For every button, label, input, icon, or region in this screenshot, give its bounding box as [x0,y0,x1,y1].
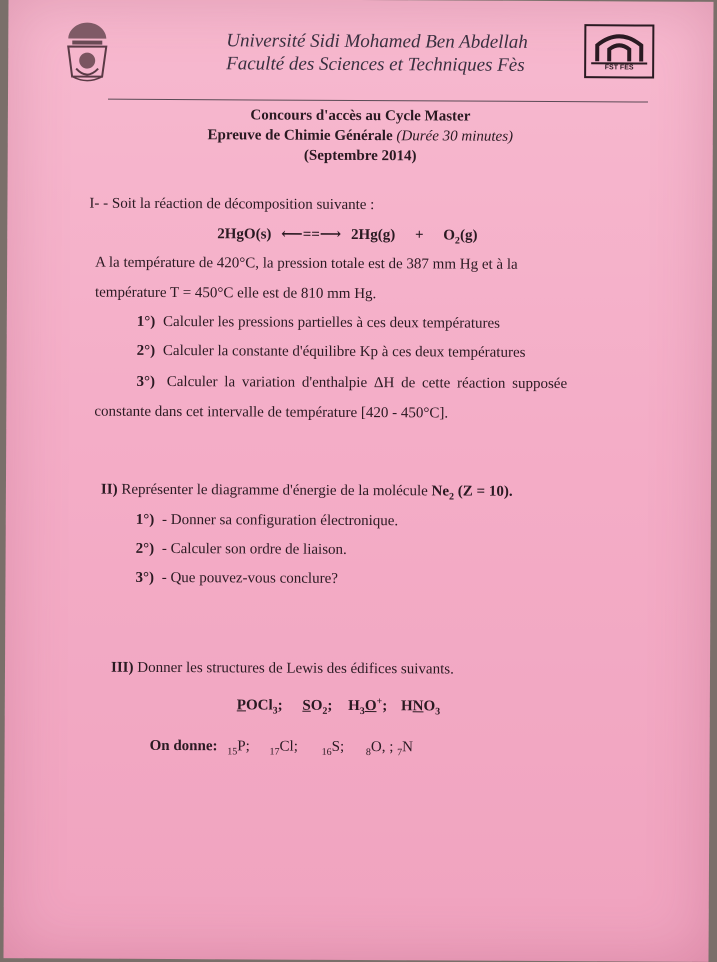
fst-logo-text: FST FES [583,64,655,71]
exam-title: Concours d'accès au Cycle Master [8,106,713,127]
part3-heading [111,658,454,680]
given-n [397,739,413,755]
molecule-z: (Z = 10). [458,484,513,500]
part1-text-line2: température T = 450°C elle est de 810 mm Hg. [95,283,376,304]
faculty-name: Faculté des Sciences et Techniques Fès [226,52,528,77]
part2-question-1 [136,510,399,531]
part2-q3-text: - Que pouvez-vous conclure? [162,570,338,587]
part1-q1-text: Calculer les pressions partielles à ces deux températures [163,314,500,332]
species-h3o [348,698,387,714]
equation-reactant: 2HgO(s) [217,226,271,242]
part1-q3-text: Calculer la variation d'enthalpie ΔH de cette réaction supposée [167,374,567,392]
cl-symbol: Cl; [280,739,298,755]
o-atomic-number: 8 [366,747,371,758]
n-symbol: N [402,739,413,755]
part1-question-3 [136,372,630,395]
h3o-sep: ; [382,698,387,714]
so2-sep: ; [327,698,332,714]
part1-equation [217,224,477,246]
part2-question-3 [135,568,338,589]
o2-state: (g) [460,228,478,244]
part3-number: III) [111,660,134,676]
s-symbol: S; [332,739,345,755]
o2-sub: 2 [455,236,460,247]
hno3-h: H [401,698,413,714]
equation-plus: + [415,227,424,243]
species-hno3 [401,698,440,714]
part1-q2-number: 2°) [137,343,156,359]
h3o-charge: + [377,696,383,707]
o-symbol: O, ; [371,739,394,755]
exam-subtitle: Epreuve de Chimie Générale [207,127,392,144]
given-p [227,738,250,754]
given-data [150,736,414,763]
pocl3-sep: ; [278,698,283,714]
equation-product-o2 [443,227,477,243]
part2-q1-text: - Donner sa configuration électronique. [162,512,398,529]
hno3-rest: O [423,698,435,714]
part2-heading-text: Représenter le diagramme d'énergie de la molécule [121,482,428,500]
part2-molecule [432,483,513,499]
so2-sub: 2 [322,706,327,717]
p-atomic-number: 15 [227,746,237,757]
part1-heading [89,194,374,215]
exam-paper [3,0,713,962]
species-so2 [302,698,332,714]
exam-subtitle-line [8,126,713,147]
o2-base: O [443,227,455,243]
part2-heading [101,480,513,508]
so2-center: S [302,698,310,714]
header-divider [108,99,648,103]
given-label: On donne [150,738,213,754]
part1-heading-text: I- - Soit la réaction de décomposition suivante : [89,196,374,213]
h3o-sub: 3 [360,706,365,717]
part2-q3-number: 3°) [135,570,154,586]
part2-q2-text: - Calculer son ordre de liaison. [162,541,347,558]
part1-text-line1: A la température de 420°C, la pression totale est de 387 mm Hg et à la [95,253,635,276]
hno3-center: N [413,698,424,714]
exam-duration: (Durée 30 minutes) [396,128,513,145]
species-pocl3 [237,697,283,713]
part1-q3-continuation: constante dans cet intervalle de température [420 - 450°C]. [94,402,448,424]
part1-question-2 [137,341,526,363]
molecule-base: Ne [432,483,450,499]
given-s [322,739,345,755]
pocl3-sub: 3 [273,706,278,717]
molecule-sub: 2 [449,491,454,502]
n-atomic-number: 7 [397,747,402,758]
part2-question-2 [136,539,347,560]
part1-question-1 [137,312,500,334]
h3o-h: H [348,698,360,714]
given-colon: : [213,738,218,754]
exam-date: (Septembre 2014) [8,146,713,167]
s-atomic-number: 16 [322,747,332,758]
cl-atomic-number: 17 [270,747,280,758]
pocl3-rest: OCl [246,697,273,713]
university-crest-icon [58,18,116,84]
equilibrium-arrow: ⟵==⟶ [281,227,341,243]
part1-q2-text: Calculer la constante d'équilibre Kp à ces deux températures [163,343,526,361]
part2-number: II) [101,482,118,498]
part2-q2-number: 2°) [136,541,155,557]
hno3-sub: 3 [435,706,440,717]
so2-rest: O [311,698,323,714]
equation-product-hg: 2Hg(g) [351,227,395,243]
university-name: Université Sidi Mohamed Ben Abdellah [226,29,528,54]
fst-logo [583,23,655,79]
part1-q3-number: 3°) [136,374,155,390]
h3o-center: O [365,698,377,714]
pocl3-center: P [237,697,246,713]
university-header [226,29,528,77]
lewis-species-list [237,695,440,717]
part2-q1-number: 1°) [136,512,155,528]
given-o [366,739,394,755]
p-symbol: P; [237,738,250,754]
given-cl [270,739,298,755]
part1-q1-number: 1°) [137,314,156,330]
part3-heading-text: Donner les structures de Lewis des édifices suivants. [137,660,454,678]
